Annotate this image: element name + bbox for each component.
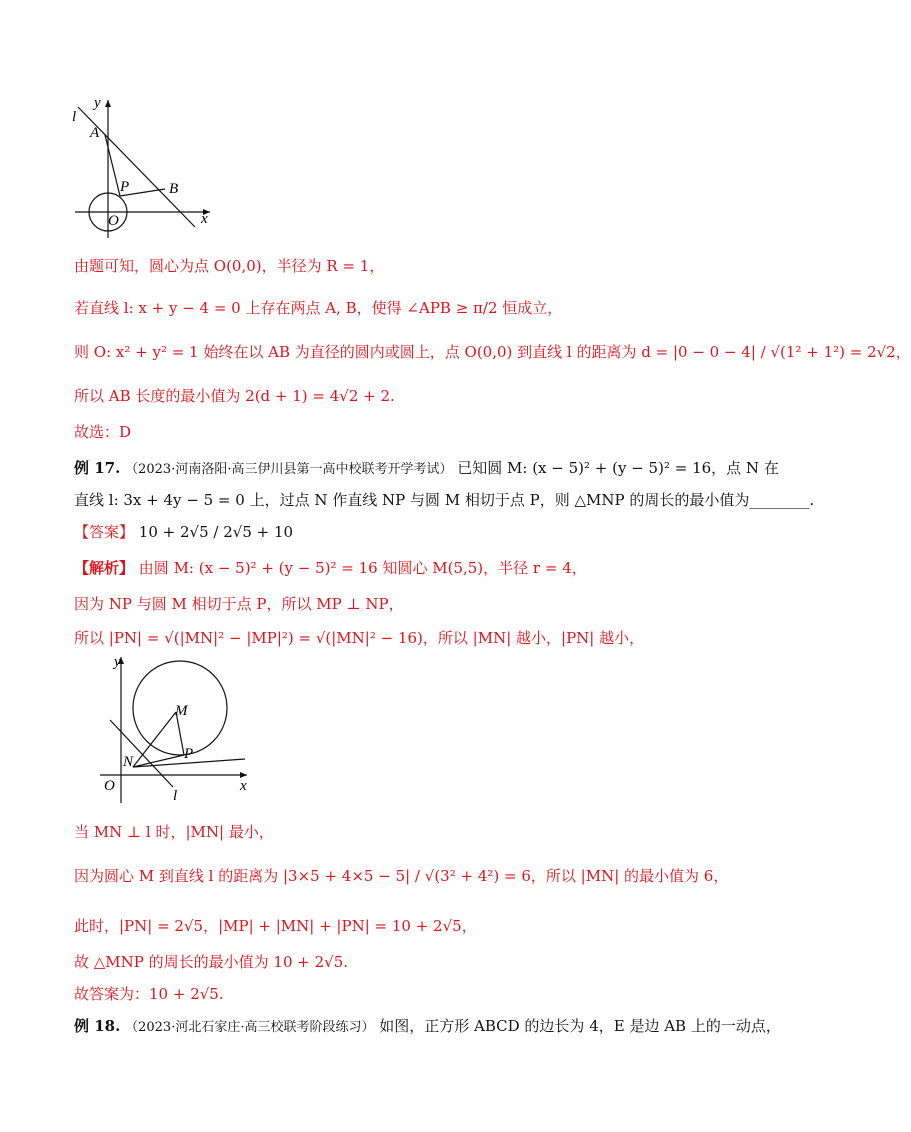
example17-after4: 故 △MNP 的周长的最小值为 10 + 2√5. [74, 953, 349, 971]
example17-after3: 此时，|PN| = 2√5，|MP| + |MN| + |PN| = 10 + 2√5， [74, 917, 477, 935]
example17-analysis2: 因为 NP 与圆 M 相切于点 P，所以 MP ⊥ NP， [74, 595, 404, 613]
fig2-label-M: M [175, 703, 188, 719]
example17-statement-line1 [74, 458, 779, 480]
fig1-label-P: P [120, 179, 130, 195]
fig1-label-B: B [169, 181, 179, 197]
fig1-label-O: O [108, 213, 119, 229]
solution16-answer: 故选：D [74, 423, 132, 441]
solution16-line2: 若直线 l: x + y − 4 = 0 上存在两点 A, B，使得 ∠APB ≥ π/2 恒成立， [74, 299, 563, 317]
example17-analysis3: 所以 |PN| = √(|MN|² − |MP|²) = √(|MN|² − 16)，所以 |MN| 越小，|PN| 越小， [74, 629, 645, 647]
example17-answer: 10 + 2√5 / 2√5 + 10 [138, 523, 294, 541]
example17-text1: 已知圆 M: (x − 5)² + (y − 5)² = 16，点 N 在 [457, 459, 779, 477]
fig1-label-y: y [94, 95, 101, 111]
example17-after2: 因为圆心 M 到直线 l 的距离为 |3×5 + 4×5 − 5| / √(3² + 4²) = 6，所以 |MN| 的最小值为 6， [74, 867, 729, 885]
fig2-label-y: y [114, 654, 121, 670]
fig2-label-P: P [184, 746, 194, 762]
fig1-label-x: x [201, 211, 208, 227]
example17-source: （2023·河南洛阳·高三伊川县第一高中校联考开学考试） [125, 462, 453, 477]
solution16-line1: 由题可知，圆心为点 O(0,0)，半径为 R = 1， [74, 257, 385, 275]
example17-analysis-tag: 【解析】 [74, 559, 135, 577]
example17-analysis1-line [74, 558, 587, 578]
example18-statement [74, 1016, 781, 1038]
example17-after1: 当 MN ⊥ l 时，|MN| 最小， [74, 823, 274, 841]
example17-answer-tag: 【答案】 [74, 523, 135, 541]
fig1-label-A: A [90, 125, 100, 141]
example18-label: 例 18. [74, 1017, 121, 1035]
fig2-label-N: N [123, 754, 134, 770]
example17-text2: 直线 l: 3x + 4y − 5 = 0 上，过点 N 作直线 NP 与圆 M 相切于点 P，则 △MNP 的周长的最小值为________. [74, 491, 815, 509]
fig2-label-x: x [240, 778, 247, 794]
example17-after5: 故答案为：10 + 2√5. [74, 985, 224, 1003]
fig2-label-O: O [104, 778, 115, 794]
figure-tangent-circle-2 [95, 655, 255, 805]
example17-answer-line [74, 522, 293, 542]
solution16-line4: 所以 AB 长度的最小值为 2(d + 1) = 4√2 + 2. [74, 387, 395, 405]
fig2-label-l: l [173, 788, 178, 804]
example18-text: 如图，正方形 ABCD 的边长为 4，E 是边 AB 上的一动点， [379, 1017, 781, 1035]
figure-line-circle-1 [70, 95, 220, 245]
solution16-line3: 则 O: x² + y² = 1 始终在以 AB 为直径的圆内或圆上，点 O(0,0) 到直线 l 的距离为 d = |0 − 0 − 4| / √(1² + 1²) = 2√2， [74, 343, 911, 361]
example17-analysis1: 由圆 M: (x − 5)² + (y − 5)² = 16 知圆心 M(5,5)，半径 r = 4， [138, 559, 587, 577]
example18-source: （2023·河北石家庄·高三校联考阶段练习） [125, 1020, 375, 1035]
example17-label: 例 17. [74, 459, 121, 477]
fig1-label-l: l [72, 109, 77, 125]
